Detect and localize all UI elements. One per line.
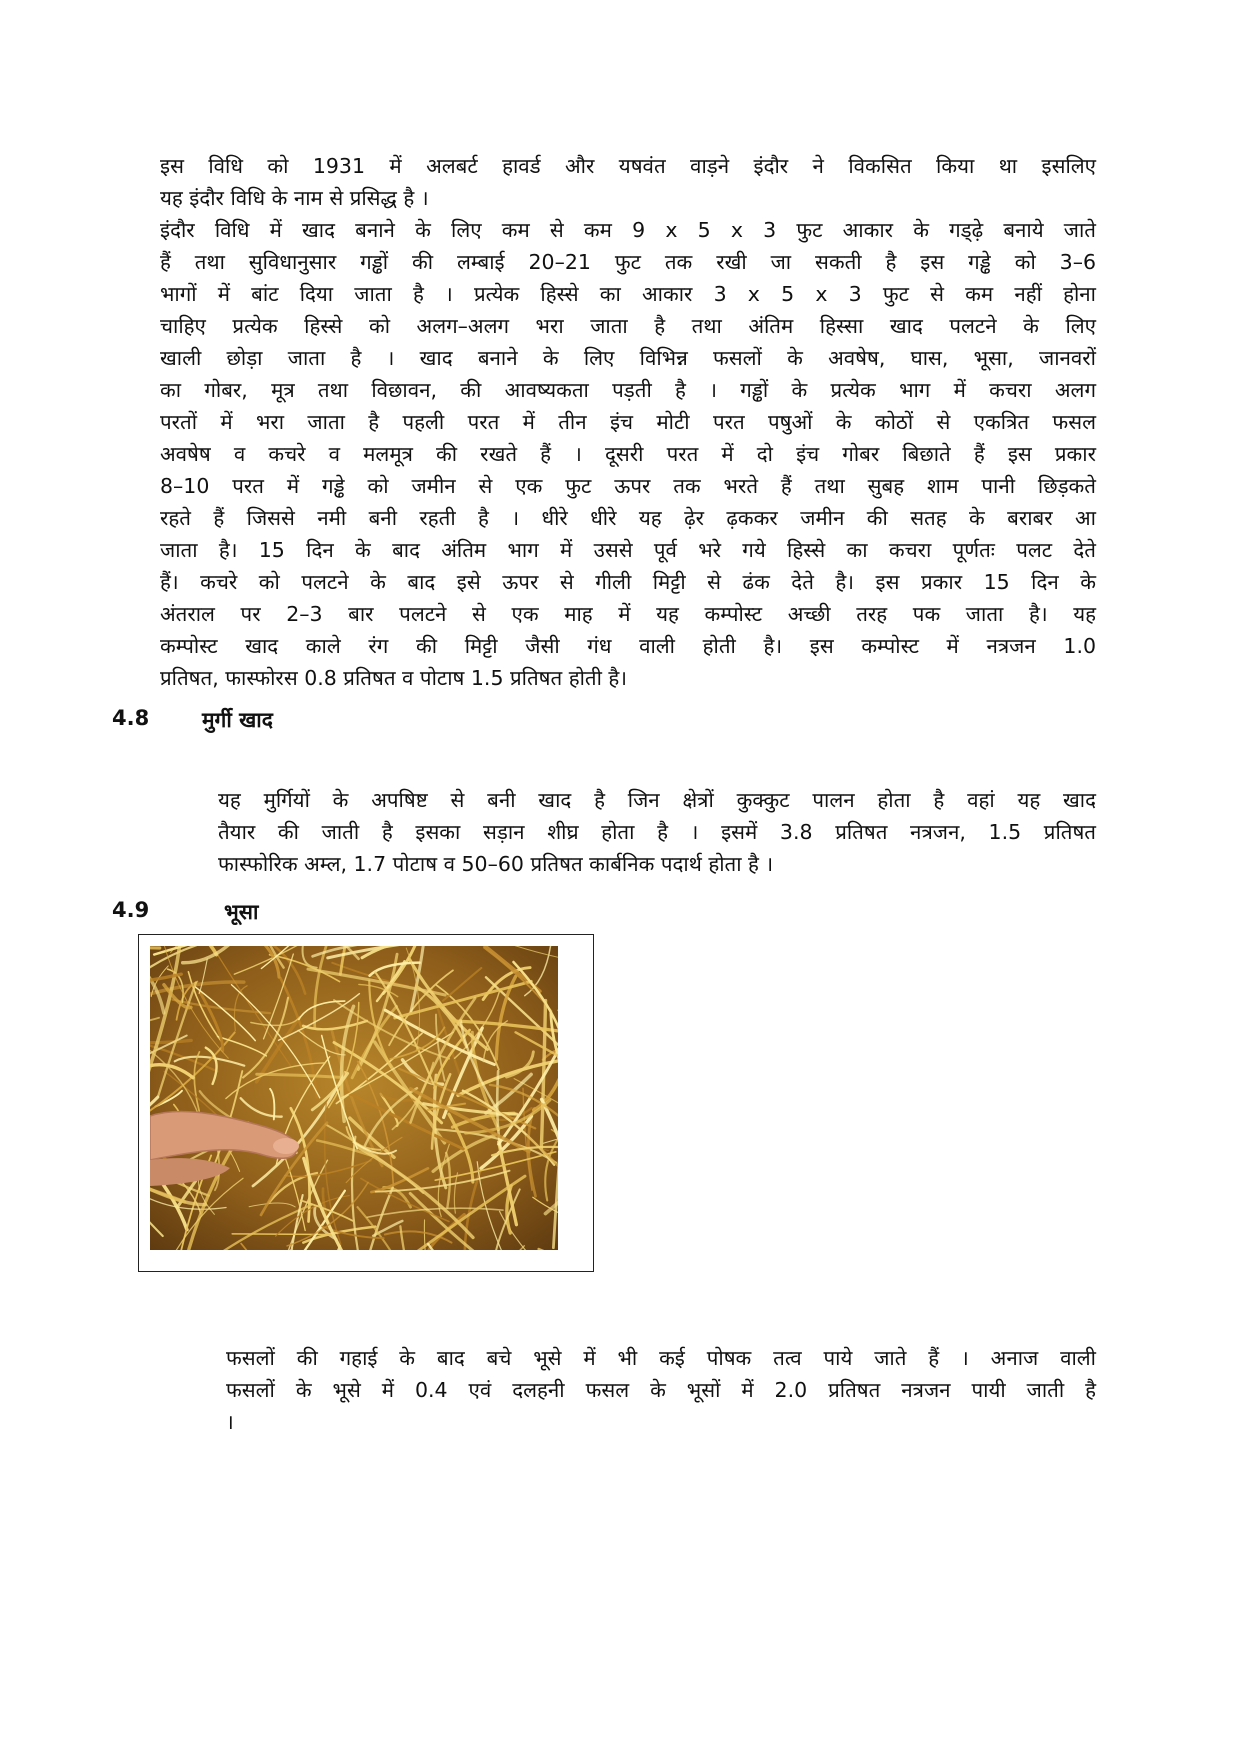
section-number: 4.9: [112, 898, 150, 922]
straw-photo-frame: [138, 934, 594, 1272]
straw-image: [150, 946, 558, 1250]
indore-body-paragraph: [160, 214, 1096, 694]
text-line: फसलों की गहाई के बाद बचे भूसे में भी कई पोषक तत्व पाये जाते हैं । अनाज वाली: [226, 1346, 1096, 1370]
text-line: चाहिए प्रत्येक हिस्से को अलग–अलग भरा जाता है तथा अंतिम हिस्सा खाद पलटने के लिए: [160, 314, 1096, 338]
text-line: भागों में बांट दिया जाता है । प्रत्येक हिस्से का आकार 3 x 5 x 3 फुट से कम नहीं होना: [160, 282, 1096, 306]
text-line: जाता है। 15 दिन के बाद अंतिम भाग में उससे पूर्व भरे गये हिस्से का कचरा पूर्णतः पलट देते: [160, 538, 1096, 562]
text-line: ।: [226, 1410, 234, 1434]
section-title: भूसा: [224, 900, 259, 924]
indore-intro-paragraph: [160, 150, 1096, 214]
text-line: कम्पोस्ट खाद काले रंग की मिट्टी जैसी गंध वाली होती है। इस कम्पोस्ट में नत्रजन 1.0: [160, 634, 1096, 658]
text-line: 8–10 परत में गड्ढे को जमीन से एक फुट ऊपर तक भरते हैं तथा सुबह शाम पानी छिड़कते: [160, 474, 1096, 498]
text-line: खाली छोड़ा जाता है । खाद बनाने के लिए विभिन्न फसलों के अवषेष, घास, भूसा, जानवरों: [160, 346, 1096, 370]
text-line: यह इंदौर विधि के नाम से प्रसिद्ध है ।: [160, 186, 429, 210]
text-line: तैयार की जाती है इसका सड़ान शीघ्र होता है । इसमें 3.8 प्रतिषत नत्रजन, 1.5 प्रतिषत: [218, 820, 1096, 844]
text-line: अंतराल पर 2–3 बार पलटने से एक माह में यह कम्पोस्ट अच्छी तरह पक जाता है। यह: [160, 602, 1096, 626]
section-heading-4-8: [112, 706, 412, 736]
text-line: फसलों के भूसे में 0.4 एवं दलहनी फसल के भूसों में 2.0 प्रतिषत नत्रजन पायी जाती है: [226, 1378, 1096, 1402]
text-line: इंदौर विधि में खाद बनाने के लिए कम से कम 9 x 5 x 3 फुट आकार के गड्ढ़े बनाये जाते: [160, 218, 1096, 242]
text-line: का गोबर, मूत्र तथा विछावन, की आवष्यकता पड़ती है । गड्ढों के प्रत्येक भाग में कचरा अलग: [160, 378, 1096, 402]
text-line: हैं। कचरे को पलटने के बाद इसे ऊपर से गीली मिट्टी से ढंक देते है। इस प्रकार 15 दिन के: [160, 570, 1096, 594]
section-heading-4-9: [112, 898, 412, 928]
straw-photo: [150, 946, 558, 1250]
text-line: परतों में भरा जाता है पहली परत में तीन इंच मोटी परत पषुओं के कोठों से एकत्रित फसल: [160, 410, 1096, 434]
poultry-manure-paragraph: [218, 784, 1096, 880]
text-line: यह मुर्गियों के अपषिष्ट से बनी खाद है जिन क्षेत्रों कुक्कुट पालन होता है वहां यह खाद: [218, 788, 1096, 812]
text-line: हैं तथा सुविधानुसार गड्ढों की लम्बाई 20–21 फुट तक रखी जा सकती है इस गड्ढे को 3–6: [160, 250, 1096, 274]
text-line: अवषेष व कचरे व मलमूत्र की रखते हैं । दूसरी परत में दो इंच गोबर बिछाते हैं इस प्रकार: [160, 442, 1096, 466]
text-line: प्रतिषत, फास्फोरस 0.8 प्रतिषत व पोटाष 1.5 प्रतिषत होती है।: [160, 666, 628, 690]
text-line: रहते हैं जिससे नमी बनी रहती है । धीरे धीरे यह ढ़ेर ढ़ककर जमीन की सतह के बराबर आ: [160, 506, 1096, 530]
text-line: इस विधि को 1931 में अलबर्ट हावर्ड और यषवंत वाड़ने इंदौर ने विकसित किया था इसलिए: [160, 154, 1096, 178]
text-line: फास्फोरिक अम्ल, 1.7 पोटाष व 50–60 प्रतिषत कार्बनिक पदार्थ होता है ।: [218, 852, 774, 876]
section-number: 4.8: [112, 706, 150, 730]
straw-paragraph: [226, 1342, 1096, 1438]
section-title: मुर्गी खाद: [202, 708, 273, 732]
